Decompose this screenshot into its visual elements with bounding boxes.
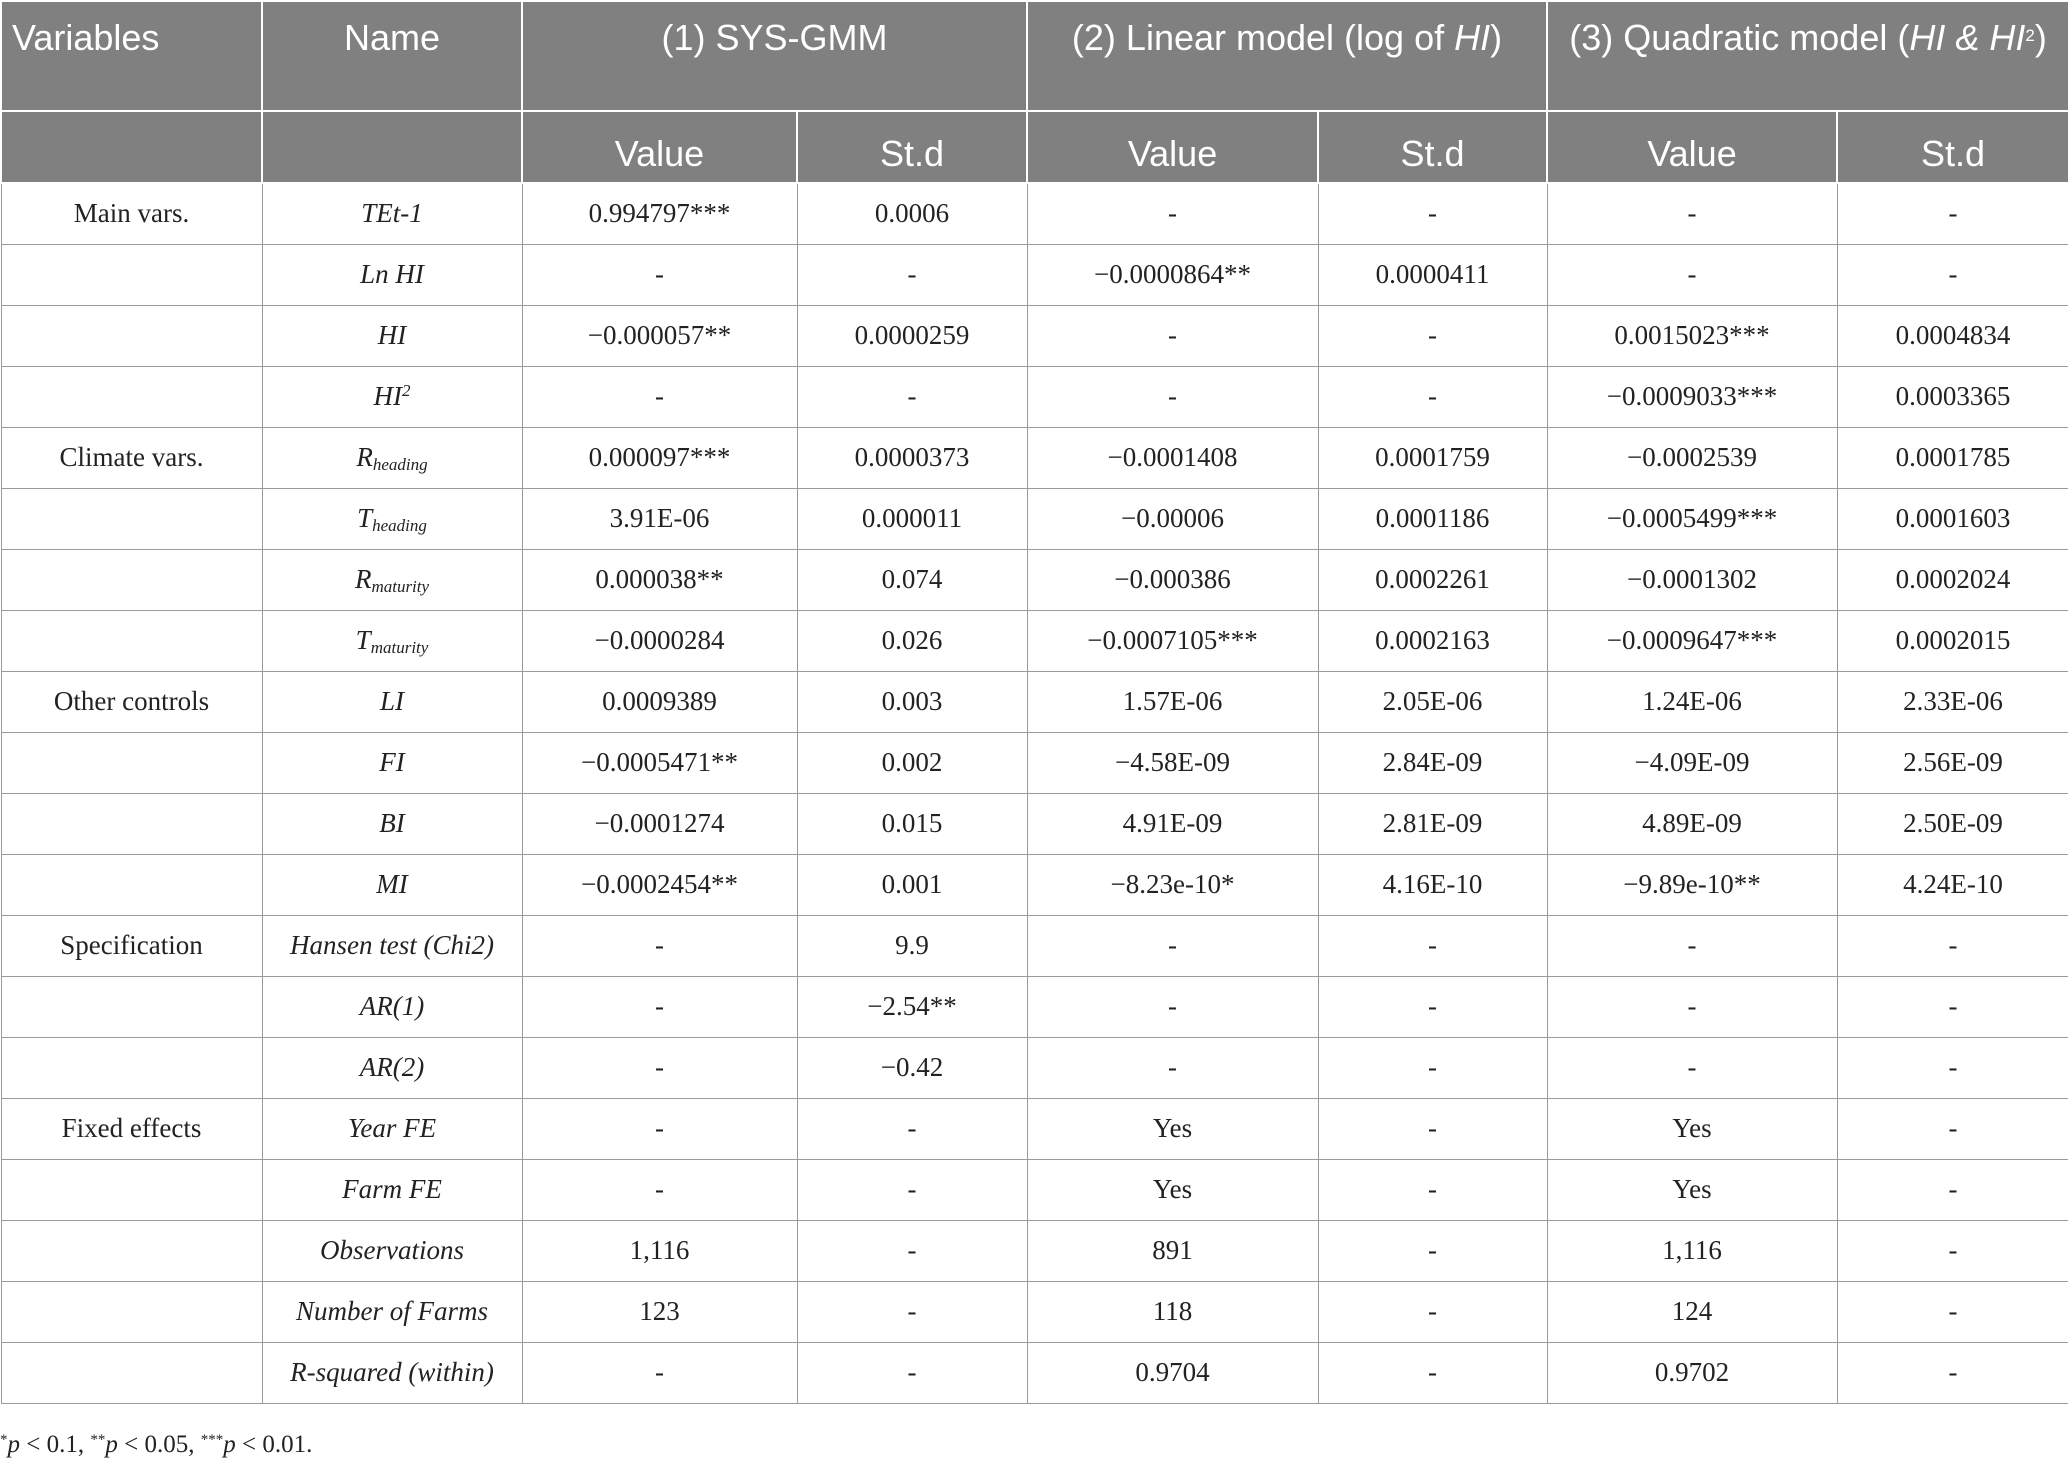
variable-name: LI (379, 686, 404, 716)
cell-std-1: 0.003 (797, 671, 1027, 732)
cell-std-2: 2.05E-06 (1318, 671, 1547, 732)
header-name: Name (262, 1, 522, 111)
variable-name-subscript: maturity (370, 638, 429, 657)
cell-std-2: 0.0002261 (1318, 549, 1547, 610)
cell-std-2: 2.84E-09 (1318, 732, 1547, 793)
variable-group-cell (1, 854, 262, 915)
model2-prefix: (2) Linear model (log of (1071, 17, 1455, 58)
cell-std-3: - (1837, 1220, 2068, 1281)
cell-std-3: - (1837, 976, 2068, 1037)
variable-name-cell (262, 976, 522, 1037)
variable-group-cell: Fixed effects (1, 1098, 262, 1159)
cell-value-2: - (1027, 976, 1318, 1037)
variable-name-cell (262, 1159, 522, 1220)
variable-name: AR(2) (359, 1052, 425, 1082)
table-row (1, 183, 2068, 244)
header-value-2: Value (1027, 111, 1318, 183)
variable-name: TEt-1 (361, 198, 423, 229)
cell-value-3: −0.0002539 (1547, 427, 1837, 488)
cell-std-1: 0.001 (797, 854, 1027, 915)
cell-value-2: −0.000386 (1027, 549, 1318, 610)
cell-value-1: 0.0009389 (522, 671, 797, 732)
cell-std-1: 0.0006 (797, 183, 1027, 244)
cell-value-1: - (522, 915, 797, 976)
variable-name-cell (262, 793, 522, 854)
cell-value-3: −9.89e-10** (1547, 854, 1837, 915)
cell-std-1: 9.9 (797, 915, 1027, 976)
cell-std-2: - (1318, 976, 1547, 1037)
cell-std-1: - (797, 1159, 1027, 1220)
variable-name-cell (262, 427, 522, 488)
cell-value-2: - (1027, 305, 1318, 366)
cell-value-2: 4.91E-09 (1027, 793, 1318, 854)
cell-std-2: - (1318, 1159, 1547, 1220)
cell-std-1: - (797, 1281, 1027, 1342)
footnote-text-2: < 0.05, (117, 1431, 201, 1458)
cell-value-2: - (1027, 915, 1318, 976)
variable-name: T (355, 625, 371, 655)
cell-value-1: - (522, 366, 797, 427)
variable-name: BI (379, 808, 405, 838)
cell-value-1: - (522, 1159, 797, 1220)
header-row-models (1, 1, 2068, 111)
header-model-2 (1027, 1, 1547, 111)
cell-std-2: - (1318, 305, 1547, 366)
cell-value-2: Yes (1027, 1159, 1318, 1220)
cell-std-2: - (1318, 183, 1547, 244)
variable-name: R (354, 564, 372, 594)
header-variables: Variables (1, 1, 262, 111)
header-blank-variables (1, 111, 262, 183)
cell-std-2: - (1318, 1098, 1547, 1159)
model3-var1: HI (1909, 17, 1946, 58)
cell-std-2: - (1318, 1037, 1547, 1098)
footnote-star-3: *** (200, 1432, 224, 1448)
cell-std-3: - (1837, 183, 2068, 244)
cell-std-3: - (1837, 244, 2068, 305)
variable-group-cell (1, 305, 262, 366)
cell-value-1: −0.0000284 (522, 610, 797, 671)
cell-std-1: 0.000011 (797, 488, 1027, 549)
table-row (1, 671, 2068, 732)
variable-name-cell (262, 732, 522, 793)
variable-name: HI (377, 320, 407, 350)
cell-value-3: −4.09E-09 (1547, 732, 1837, 793)
cell-value-3: −0.0009647*** (1547, 610, 1837, 671)
cell-std-3: 0.0004834 (1837, 305, 2068, 366)
header-std-3: St.d (1837, 111, 2068, 183)
variable-name: Observations (320, 1235, 464, 1265)
table-row (1, 488, 2068, 549)
table-row (1, 1159, 2068, 1220)
cell-value-1: - (522, 244, 797, 305)
variable-name-cell (262, 1342, 522, 1403)
cell-std-3: - (1837, 1037, 2068, 1098)
cell-value-3: −0.0005499*** (1547, 488, 1837, 549)
variable-group-cell (1, 244, 262, 305)
cell-std-3: 0.0002024 (1837, 549, 2068, 610)
variable-name-cell (262, 549, 522, 610)
variable-group-cell (1, 732, 262, 793)
cell-std-2: - (1318, 1281, 1547, 1342)
cell-value-3: −0.0001302 (1547, 549, 1837, 610)
variable-group-cell (1, 1159, 262, 1220)
table-row (1, 854, 2068, 915)
table-row (1, 244, 2068, 305)
cell-value-2: Yes (1027, 1098, 1318, 1159)
cell-std-1: 0.002 (797, 732, 1027, 793)
variable-name: FI (379, 747, 405, 777)
variable-group-cell (1, 610, 262, 671)
variable-name: MI (376, 869, 408, 899)
cell-value-3: 0.9702 (1547, 1342, 1837, 1403)
cell-std-1: 0.015 (797, 793, 1027, 854)
variable-name-cell (262, 1220, 522, 1281)
footnote-p-3: p (223, 1431, 236, 1458)
footnote-text-3: < 0.01. (235, 1431, 313, 1458)
cell-value-2: −0.0007105*** (1027, 610, 1318, 671)
header-blank-name (262, 111, 522, 183)
cell-value-3: −0.0009033*** (1547, 366, 1837, 427)
cell-value-1: 1,116 (522, 1220, 797, 1281)
header-value-1: Value (522, 111, 797, 183)
cell-value-1: 0.994797*** (522, 183, 797, 244)
table-row (1, 1098, 2068, 1159)
cell-std-1: - (797, 1098, 1027, 1159)
variable-name-superscript: 2 (402, 381, 411, 400)
cell-value-3: 124 (1547, 1281, 1837, 1342)
cell-value-3: 1,116 (1547, 1220, 1837, 1281)
footnote-p-2: p (105, 1431, 118, 1458)
variable-name: Year FE (347, 1113, 437, 1143)
variable-name-cell (262, 610, 522, 671)
cell-std-3: - (1837, 1281, 2068, 1342)
cell-value-3: Yes (1547, 1159, 1837, 1220)
cell-value-1: - (522, 976, 797, 1037)
variable-group-cell (1, 1037, 262, 1098)
cell-value-1: - (522, 1342, 797, 1403)
cell-std-2: - (1318, 1342, 1547, 1403)
variable-name-cell (262, 915, 522, 976)
cell-std-3: - (1837, 1098, 2068, 1159)
table-row (1, 976, 2068, 1037)
footnote-text-1: < 0.1, (20, 1431, 91, 1458)
cell-value-1: 0.000038** (522, 549, 797, 610)
header-std-1: St.d (797, 111, 1027, 183)
cell-std-2: 2.81E-09 (1318, 793, 1547, 854)
cell-std-3: 0.0002015 (1837, 610, 2068, 671)
header-model-3 (1547, 1, 2068, 111)
variable-name-subscript: maturity (371, 577, 430, 596)
cell-value-2: −8.23e-10* (1027, 854, 1318, 915)
variable-name-cell (262, 1281, 522, 1342)
cell-std-3: 0.0001785 (1837, 427, 2068, 488)
table-body (1, 183, 2068, 1403)
cell-std-3: - (1837, 1159, 2068, 1220)
header-row-stats (1, 111, 2068, 183)
cell-std-1: - (797, 366, 1027, 427)
variable-group-cell (1, 549, 262, 610)
variable-name-cell (262, 305, 522, 366)
cell-value-2: −0.0000864** (1027, 244, 1318, 305)
cell-value-2: - (1027, 1037, 1318, 1098)
model3-var2: HI (1989, 17, 2026, 58)
cell-value-3: Yes (1547, 1098, 1837, 1159)
cell-std-1: - (797, 1220, 1027, 1281)
model3-amp: & (1945, 17, 1990, 58)
table-row (1, 732, 2068, 793)
cell-std-1: 0.0000259 (797, 305, 1027, 366)
footnote-star-2: ** (90, 1432, 106, 1448)
table-row (1, 915, 2068, 976)
model3-sup: 2 (2025, 26, 2035, 45)
cell-std-3: 0.0003365 (1837, 366, 2068, 427)
cell-std-3: 2.50E-09 (1837, 793, 2068, 854)
variable-name: R (356, 442, 373, 472)
cell-value-3: - (1547, 976, 1837, 1037)
cell-value-3: - (1547, 1037, 1837, 1098)
model3-suffix: ) (2034, 17, 2047, 58)
cell-value-2: 0.9704 (1027, 1342, 1318, 1403)
cell-std-2: - (1318, 366, 1547, 427)
cell-value-2: 1.57E-06 (1027, 671, 1318, 732)
cell-value-3: 4.89E-09 (1547, 793, 1837, 854)
variable-name-cell (262, 488, 522, 549)
variable-group-cell: Specification (1, 915, 262, 976)
cell-std-1: −0.42 (797, 1037, 1027, 1098)
model3-prefix: (3) Quadratic model ( (1569, 17, 1910, 58)
cell-std-3: 0.0001603 (1837, 488, 2068, 549)
cell-std-2: 0.0001186 (1318, 488, 1547, 549)
table-row (1, 1220, 2068, 1281)
variable-name: AR(1) (359, 991, 425, 1021)
variable-group-cell (1, 976, 262, 1037)
cell-value-2: −0.00006 (1027, 488, 1318, 549)
footnote-p-1: p (7, 1431, 20, 1458)
cell-std-1: 0.074 (797, 549, 1027, 610)
table-row (1, 305, 2068, 366)
header-std-2: St.d (1318, 111, 1547, 183)
cell-value-2: 891 (1027, 1220, 1318, 1281)
cell-std-3: - (1837, 1342, 2068, 1403)
cell-value-2: −0.0001408 (1027, 427, 1318, 488)
variable-group-cell (1, 1281, 262, 1342)
variable-name-cell (262, 244, 522, 305)
variable-name: T (357, 503, 373, 533)
cell-value-1: −0.000057** (522, 305, 797, 366)
table-row (1, 1281, 2068, 1342)
cell-value-2: - (1027, 183, 1318, 244)
variable-name: Farm FE (342, 1174, 442, 1204)
variable-name-cell (262, 1098, 522, 1159)
cell-std-2: - (1318, 1220, 1547, 1281)
variable-group-cell (1, 366, 262, 427)
model2-suffix: ) (1490, 17, 1503, 58)
header-value-3: Value (1547, 111, 1837, 183)
table-row (1, 1342, 2068, 1403)
variable-group-cell: Main vars. (1, 183, 262, 244)
cell-std-3: 2.56E-09 (1837, 732, 2068, 793)
variable-group-cell: Climate vars. (1, 427, 262, 488)
cell-value-3: 1.24E-06 (1547, 671, 1837, 732)
variable-name: R-squared (within) (290, 1357, 494, 1387)
cell-value-1: −0.0005471** (522, 732, 797, 793)
variable-name-subscript: heading (372, 516, 427, 535)
cell-std-1: 0.026 (797, 610, 1027, 671)
cell-value-3: - (1547, 183, 1837, 244)
variable-name: Number of Farms (295, 1296, 488, 1326)
variable-group-cell (1, 1342, 262, 1403)
cell-std-2: 0.0002163 (1318, 610, 1547, 671)
cell-value-2: - (1027, 366, 1318, 427)
table-row (1, 793, 2068, 854)
cell-std-3: 2.33E-06 (1837, 671, 2068, 732)
cell-std-3: 4.24E-10 (1837, 854, 2068, 915)
cell-std-2: - (1318, 915, 1547, 976)
variable-group-cell: Other controls (1, 671, 262, 732)
table-row (1, 549, 2068, 610)
significance-footnote (0, 1431, 312, 1459)
variable-group-cell (1, 793, 262, 854)
variable-name: HI (373, 381, 402, 411)
cell-value-1: 3.91E-06 (522, 488, 797, 549)
cell-value-1: 0.000097*** (522, 427, 797, 488)
variable-name: Ln HI (360, 259, 424, 289)
cell-value-3: 0.0015023*** (1547, 305, 1837, 366)
cell-value-1: - (522, 1037, 797, 1098)
cell-std-2: 4.16E-10 (1318, 854, 1547, 915)
cell-std-2: 0.0000411 (1318, 244, 1547, 305)
cell-value-1: - (522, 1098, 797, 1159)
table-row (1, 610, 2068, 671)
cell-value-2: 118 (1027, 1281, 1318, 1342)
table-row (1, 1037, 2068, 1098)
variable-name-cell (262, 671, 522, 732)
cell-std-3: - (1837, 915, 2068, 976)
variable-name-subscript: heading (372, 455, 428, 474)
header-model-1: (1) SYS-GMM (522, 1, 1027, 111)
cell-std-1: −2.54** (797, 976, 1027, 1037)
variable-name-cell (262, 183, 522, 244)
cell-std-1: - (797, 244, 1027, 305)
variable-name-cell (262, 366, 522, 427)
model2-var: HI (1454, 17, 1491, 58)
cell-value-3: - (1547, 915, 1837, 976)
cell-value-1: −0.0002454** (522, 854, 797, 915)
cell-std-1: 0.0000373 (797, 427, 1027, 488)
table-row (1, 427, 2068, 488)
variable-group-cell (1, 488, 262, 549)
footnote-star-1: * (0, 1432, 8, 1448)
cell-value-3: - (1547, 244, 1837, 305)
variable-name-cell (262, 854, 522, 915)
table-row (1, 366, 2068, 427)
cell-value-2: −4.58E-09 (1027, 732, 1318, 793)
variable-group-cell (1, 1220, 262, 1281)
variable-name: Hansen test (Chi2) (290, 930, 494, 960)
cell-std-2: 0.0001759 (1318, 427, 1547, 488)
cell-std-1: - (797, 1342, 1027, 1403)
cell-value-1: 123 (522, 1281, 797, 1342)
variable-name-cell (262, 1037, 522, 1098)
cell-value-1: −0.0001274 (522, 793, 797, 854)
